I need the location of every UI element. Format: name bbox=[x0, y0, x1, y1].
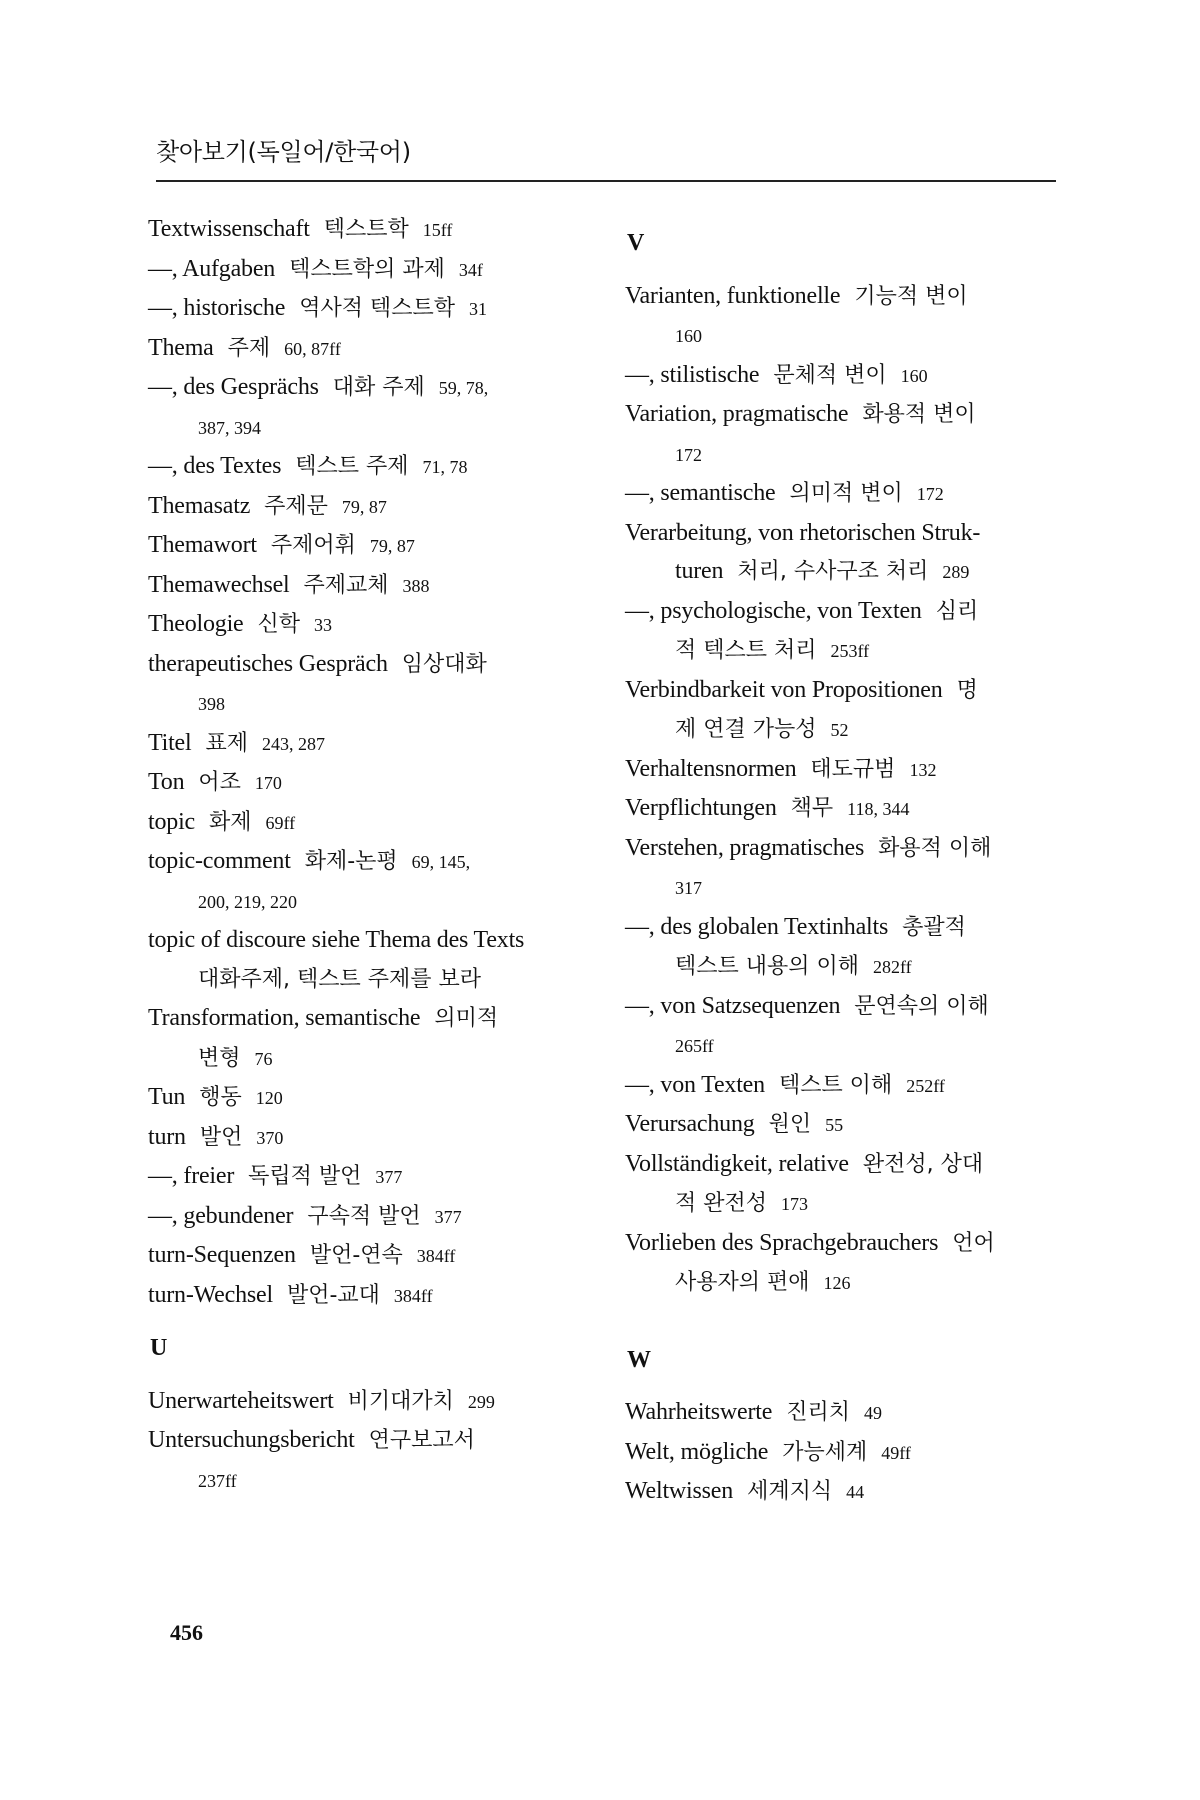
entry-pages: 49ff bbox=[881, 1442, 911, 1463]
entry-korean: 독립적 발언 bbox=[248, 1164, 362, 1189]
index-entry bbox=[625, 868, 1060, 908]
entry-pages: 69, 145, bbox=[411, 852, 471, 872]
entry-pages: 52 bbox=[830, 720, 849, 740]
page-header bbox=[156, 136, 1056, 182]
entry-term: Variation, pragmatische bbox=[625, 401, 849, 427]
entry-term: Verbindbarkeit von Propositionen bbox=[625, 676, 943, 703]
entry-korean: 명 bbox=[956, 677, 978, 703]
entry-korean: 발언-연속 bbox=[309, 1243, 403, 1268]
index-entry bbox=[625, 908, 1060, 948]
entry-pages: 387, 394 bbox=[198, 417, 261, 438]
entry-pages: 49 bbox=[863, 1403, 882, 1423]
entry-term: —, freier bbox=[148, 1163, 235, 1189]
index-entry bbox=[625, 474, 1060, 514]
entry-term: Verpflichtungen bbox=[625, 795, 777, 821]
index-entry bbox=[625, 277, 1060, 317]
entry-korean: 원인 bbox=[768, 1112, 812, 1137]
entry-term: —, stilistische bbox=[625, 361, 760, 388]
index-entry bbox=[148, 1039, 583, 1079]
entry-korean: 주제어휘 bbox=[270, 533, 356, 558]
entry-korean: 가능세계 bbox=[782, 1439, 868, 1465]
entry-term: Verstehen, pragmatisches bbox=[625, 834, 865, 861]
index-entry bbox=[625, 671, 1060, 711]
entry-term: Vorlieben des Sprachgebrauchers bbox=[625, 1229, 939, 1256]
entry-term: topic of discoure siehe Thema des Texts bbox=[148, 927, 525, 953]
entry-korean: 화용적 변이 bbox=[862, 402, 976, 427]
entry-korean: 텍스트학의 과제 bbox=[289, 256, 445, 282]
entry-pages: 282ff bbox=[873, 957, 912, 977]
entry-pages: 60, 87ff bbox=[284, 338, 341, 359]
index-entry bbox=[148, 1197, 583, 1237]
index-group-v bbox=[625, 277, 1060, 1303]
entry-term: —, von Satzsequenzen bbox=[625, 992, 841, 1019]
entry-pages: 317 bbox=[675, 878, 702, 898]
entry-term: Themawort bbox=[148, 532, 257, 558]
entry-korean: 진리치 bbox=[786, 1400, 850, 1425]
entry-pages: 118, 344 bbox=[847, 799, 910, 819]
entry-korean: 표제 bbox=[205, 730, 248, 756]
section-letter-w: W bbox=[627, 1346, 651, 1373]
entry-term: —, von Texten bbox=[625, 1071, 765, 1098]
index-entry bbox=[148, 605, 583, 645]
entry-term: —, psychologische, von Texten bbox=[625, 597, 922, 624]
index-entry bbox=[148, 684, 583, 724]
index-entry bbox=[148, 724, 583, 764]
index-entry bbox=[148, 447, 583, 487]
index-entry bbox=[625, 750, 1060, 790]
entry-pages: 377 bbox=[434, 1206, 462, 1227]
entry-pages: 377 bbox=[375, 1167, 403, 1187]
entry-term: Textwissenschaft bbox=[148, 216, 310, 242]
index-entry bbox=[625, 1066, 1060, 1106]
page-number: 456 bbox=[170, 1620, 203, 1645]
index-entry bbox=[148, 763, 583, 803]
entry-korean: 텍스트 내용의 이해 bbox=[675, 954, 860, 979]
entry-pages: 120 bbox=[255, 1088, 283, 1108]
index-entry bbox=[625, 631, 1060, 671]
index-entry bbox=[148, 487, 583, 527]
index-entry bbox=[625, 789, 1060, 829]
index-entry bbox=[625, 552, 1060, 592]
right-column bbox=[625, 210, 1060, 1512]
entry-korean: 기능적 변이 bbox=[854, 283, 968, 309]
entry-korean: 화제 bbox=[209, 809, 252, 835]
section-letter-v: V bbox=[627, 230, 645, 256]
index-entry bbox=[148, 250, 583, 290]
entry-term: —, gebundener bbox=[148, 1202, 294, 1229]
entry-term: Verursachung bbox=[625, 1111, 755, 1137]
index-entry bbox=[148, 1236, 583, 1276]
section-gap bbox=[148, 1368, 583, 1382]
index-entry bbox=[625, 1105, 1060, 1145]
index-entry bbox=[625, 1224, 1060, 1264]
entry-korean: 주제문 bbox=[264, 493, 328, 519]
entry-term: Titel bbox=[148, 729, 192, 756]
index-entry bbox=[148, 566, 583, 606]
index-entry bbox=[148, 1421, 583, 1461]
section-gap bbox=[148, 1315, 583, 1329]
entry-korean: 역사적 텍스트학 bbox=[299, 296, 455, 321]
entry-pages: 31 bbox=[468, 299, 487, 319]
index-entry bbox=[148, 289, 583, 329]
entry-pages: 59, 78, bbox=[438, 378, 489, 398]
entry-pages: 384ff bbox=[416, 1246, 456, 1266]
entry-korean: 사용자의 편애 bbox=[675, 1270, 810, 1295]
entry-korean: 적 완전성 bbox=[675, 1191, 768, 1216]
index-entry bbox=[148, 1276, 583, 1316]
entry-term: therapeutisches Gespräch bbox=[148, 650, 388, 677]
entry-term: Untersuchungsbericht bbox=[148, 1427, 355, 1453]
index-entry bbox=[148, 1118, 583, 1158]
entry-korean: 발언-교대 bbox=[286, 1282, 380, 1308]
entry-pages: 126 bbox=[823, 1273, 851, 1293]
entry-term: —, des globalen Textinhalts bbox=[625, 913, 889, 940]
index-entry bbox=[625, 1026, 1060, 1066]
entry-korean: 신학 bbox=[257, 612, 301, 637]
entry-korean: 텍스트 주제 bbox=[295, 454, 409, 479]
entry-korean: 어조 bbox=[198, 770, 241, 795]
entry-term: —, Aufgaben bbox=[148, 255, 276, 282]
index-entry bbox=[148, 999, 583, 1039]
entry-term: —, des Textes bbox=[148, 453, 282, 479]
entry-pages: 289 bbox=[942, 562, 970, 582]
entry-pages: 79, 87 bbox=[341, 496, 387, 517]
page-title: 찾아보기(독일어/한국어) bbox=[156, 138, 411, 166]
entry-pages: 384ff bbox=[393, 1285, 433, 1306]
entry-pages: 33 bbox=[314, 615, 333, 635]
entry-pages: 71, 78 bbox=[422, 457, 468, 477]
entry-korean: 책무 bbox=[790, 796, 834, 821]
entry-korean: 문연속의 이해 bbox=[854, 993, 989, 1019]
section-gap bbox=[625, 1379, 1060, 1393]
entry-korean: 세계지식 bbox=[747, 1479, 833, 1504]
entry-term: Wahrheitswerte bbox=[625, 1399, 773, 1425]
entry-korean: 주제 bbox=[227, 335, 271, 361]
entry-term: —, historische bbox=[148, 295, 286, 321]
entry-korean: 적 텍스트 처리 bbox=[675, 638, 817, 663]
index-entry bbox=[625, 710, 1060, 750]
entry-korean: 태도규범 bbox=[810, 756, 896, 782]
entry-term: Tun bbox=[148, 1084, 186, 1110]
entry-pages: 243, 287 bbox=[262, 733, 325, 754]
entry-korean: 의미적 bbox=[434, 1006, 499, 1031]
index-entry bbox=[148, 1382, 583, 1422]
entry-pages: 170 bbox=[254, 773, 282, 793]
index-entry bbox=[148, 1461, 583, 1501]
entry-korean: 완전성, 상대 bbox=[862, 1151, 984, 1177]
entry-pages: 132 bbox=[909, 759, 937, 780]
entry-korean: 비기대가치 bbox=[347, 1388, 454, 1414]
index-entry bbox=[148, 1157, 583, 1197]
index-entry bbox=[625, 947, 1060, 987]
index-entry bbox=[625, 395, 1060, 435]
entry-pages: 398 bbox=[198, 694, 225, 714]
entry-pages: 76 bbox=[254, 1048, 273, 1069]
entry-term: Unerwarteheitswert bbox=[148, 1387, 334, 1414]
entry-korean: 화용적 이해 bbox=[878, 835, 992, 861]
entry-pages: 299 bbox=[467, 1391, 495, 1412]
index-entry bbox=[148, 526, 583, 566]
entry-korean: 임상대화 bbox=[401, 651, 487, 677]
entry-term: Thema bbox=[148, 334, 214, 361]
entry-term: Weltwissen bbox=[625, 1478, 734, 1504]
entry-pages: 79, 87 bbox=[369, 536, 415, 556]
entry-term: Transformation, semantische bbox=[148, 1005, 421, 1031]
section-gap bbox=[625, 1303, 1060, 1341]
index-entry bbox=[625, 1393, 1060, 1433]
index-entry bbox=[148, 408, 583, 448]
entry-pages: 265ff bbox=[675, 1036, 714, 1056]
entry-pages: 252ff bbox=[906, 1075, 945, 1096]
entry-term: Ton bbox=[148, 769, 185, 795]
index-entry bbox=[148, 921, 583, 960]
entry-korean: 언어 bbox=[952, 1230, 995, 1256]
entry-pages: 44 bbox=[846, 1482, 865, 1502]
entry-korean: 처리, 수사구조 처리 bbox=[737, 559, 929, 584]
index-entry bbox=[148, 368, 583, 408]
index-entry bbox=[148, 645, 583, 685]
entry-korean: 텍스트 이해 bbox=[778, 1072, 893, 1098]
entry-pages: 55 bbox=[825, 1115, 844, 1135]
section-gap bbox=[625, 263, 1060, 277]
entry-korean: 대화 주제 bbox=[332, 375, 425, 400]
index-entry bbox=[148, 1078, 583, 1118]
entry-term: —, des Gesprächs bbox=[148, 374, 319, 400]
section-gap bbox=[625, 210, 1060, 224]
entry-term: Theologie bbox=[148, 611, 244, 637]
entry-korean: 구속적 발언 bbox=[307, 1203, 421, 1229]
index-entry bbox=[148, 960, 583, 1000]
entry-pages: 34f bbox=[458, 259, 483, 280]
entry-korean: 발언 bbox=[199, 1124, 243, 1150]
entry-pages: 160 bbox=[675, 326, 702, 346]
entry-korean: 대화주제, 텍스트 주제를 보라 bbox=[198, 966, 481, 992]
index-entry bbox=[148, 329, 583, 369]
entry-korean: 화제-논평 bbox=[304, 849, 398, 874]
entry-term: —, semantische bbox=[625, 480, 776, 506]
index-entry bbox=[625, 1263, 1060, 1303]
entry-pages: 160 bbox=[900, 365, 928, 386]
index-entry bbox=[625, 1472, 1060, 1512]
entry-korean: 문체적 변이 bbox=[773, 362, 887, 388]
index-entry bbox=[625, 1145, 1060, 1185]
index-group-u bbox=[148, 1382, 583, 1501]
index-group-t bbox=[148, 210, 583, 1315]
entry-pages: 172 bbox=[916, 484, 944, 504]
index-entry bbox=[625, 829, 1060, 869]
index-entry bbox=[625, 435, 1060, 475]
entry-term: Themasatz bbox=[148, 492, 251, 519]
entry-pages: 200, 219, 220 bbox=[198, 891, 297, 912]
entry-term: turn-Sequenzen bbox=[148, 1242, 296, 1268]
index-entry bbox=[625, 592, 1060, 632]
entry-term: Verarbeitung, von rhetorischen Struk- bbox=[625, 519, 981, 546]
entry-term: Verhaltensnormen bbox=[625, 755, 797, 782]
entry-term: Vollständigkeit, relative bbox=[625, 1150, 849, 1177]
entry-korean: 행동 bbox=[199, 1085, 242, 1110]
index-entry bbox=[625, 514, 1060, 553]
entry-pages: 388 bbox=[402, 575, 430, 596]
entry-korean: 심리 bbox=[935, 598, 979, 624]
section-letter-u: U bbox=[150, 1335, 168, 1361]
entry-pages: 237ff bbox=[198, 1470, 237, 1491]
entry-pages: 370 bbox=[256, 1127, 284, 1148]
entry-term: turen bbox=[675, 558, 724, 584]
entry-korean: 의미적 변이 bbox=[789, 481, 903, 506]
entry-korean: 변형 bbox=[198, 1045, 241, 1071]
index-entry bbox=[625, 316, 1060, 356]
index-group-w bbox=[625, 1393, 1060, 1512]
index-entry bbox=[625, 1184, 1060, 1224]
index-entry bbox=[148, 842, 583, 882]
index-entry bbox=[148, 803, 583, 843]
entry-term: topic bbox=[148, 808, 195, 835]
index-entry bbox=[625, 356, 1060, 396]
entry-korean: 제 연결 가능성 bbox=[675, 717, 817, 742]
entry-pages: 172 bbox=[675, 444, 702, 465]
entry-pages: 15ff bbox=[422, 220, 453, 240]
entry-pages: 69ff bbox=[265, 812, 296, 833]
entry-korean: 연구보고서 bbox=[368, 1428, 475, 1453]
entry-korean: 주제교체 bbox=[303, 572, 389, 598]
entry-korean: 텍스트학 bbox=[323, 217, 409, 242]
index-entry bbox=[148, 882, 583, 922]
entry-term: Varianten, funktionelle bbox=[625, 282, 841, 309]
entry-pages: 253ff bbox=[830, 641, 870, 661]
entry-term: turn-Wechsel bbox=[148, 1281, 273, 1308]
entry-term: topic-comment bbox=[148, 848, 291, 874]
entry-term: turn bbox=[148, 1123, 186, 1150]
entry-pages: 173 bbox=[781, 1194, 809, 1214]
index-entry bbox=[625, 987, 1060, 1027]
entry-korean: 총괄적 bbox=[902, 914, 966, 940]
index-entry bbox=[625, 1433, 1060, 1473]
entry-term: Welt, mögliche bbox=[625, 1438, 769, 1465]
left-column bbox=[148, 210, 583, 1500]
index-entry bbox=[148, 210, 583, 250]
entry-term: Themawechsel bbox=[148, 571, 290, 598]
